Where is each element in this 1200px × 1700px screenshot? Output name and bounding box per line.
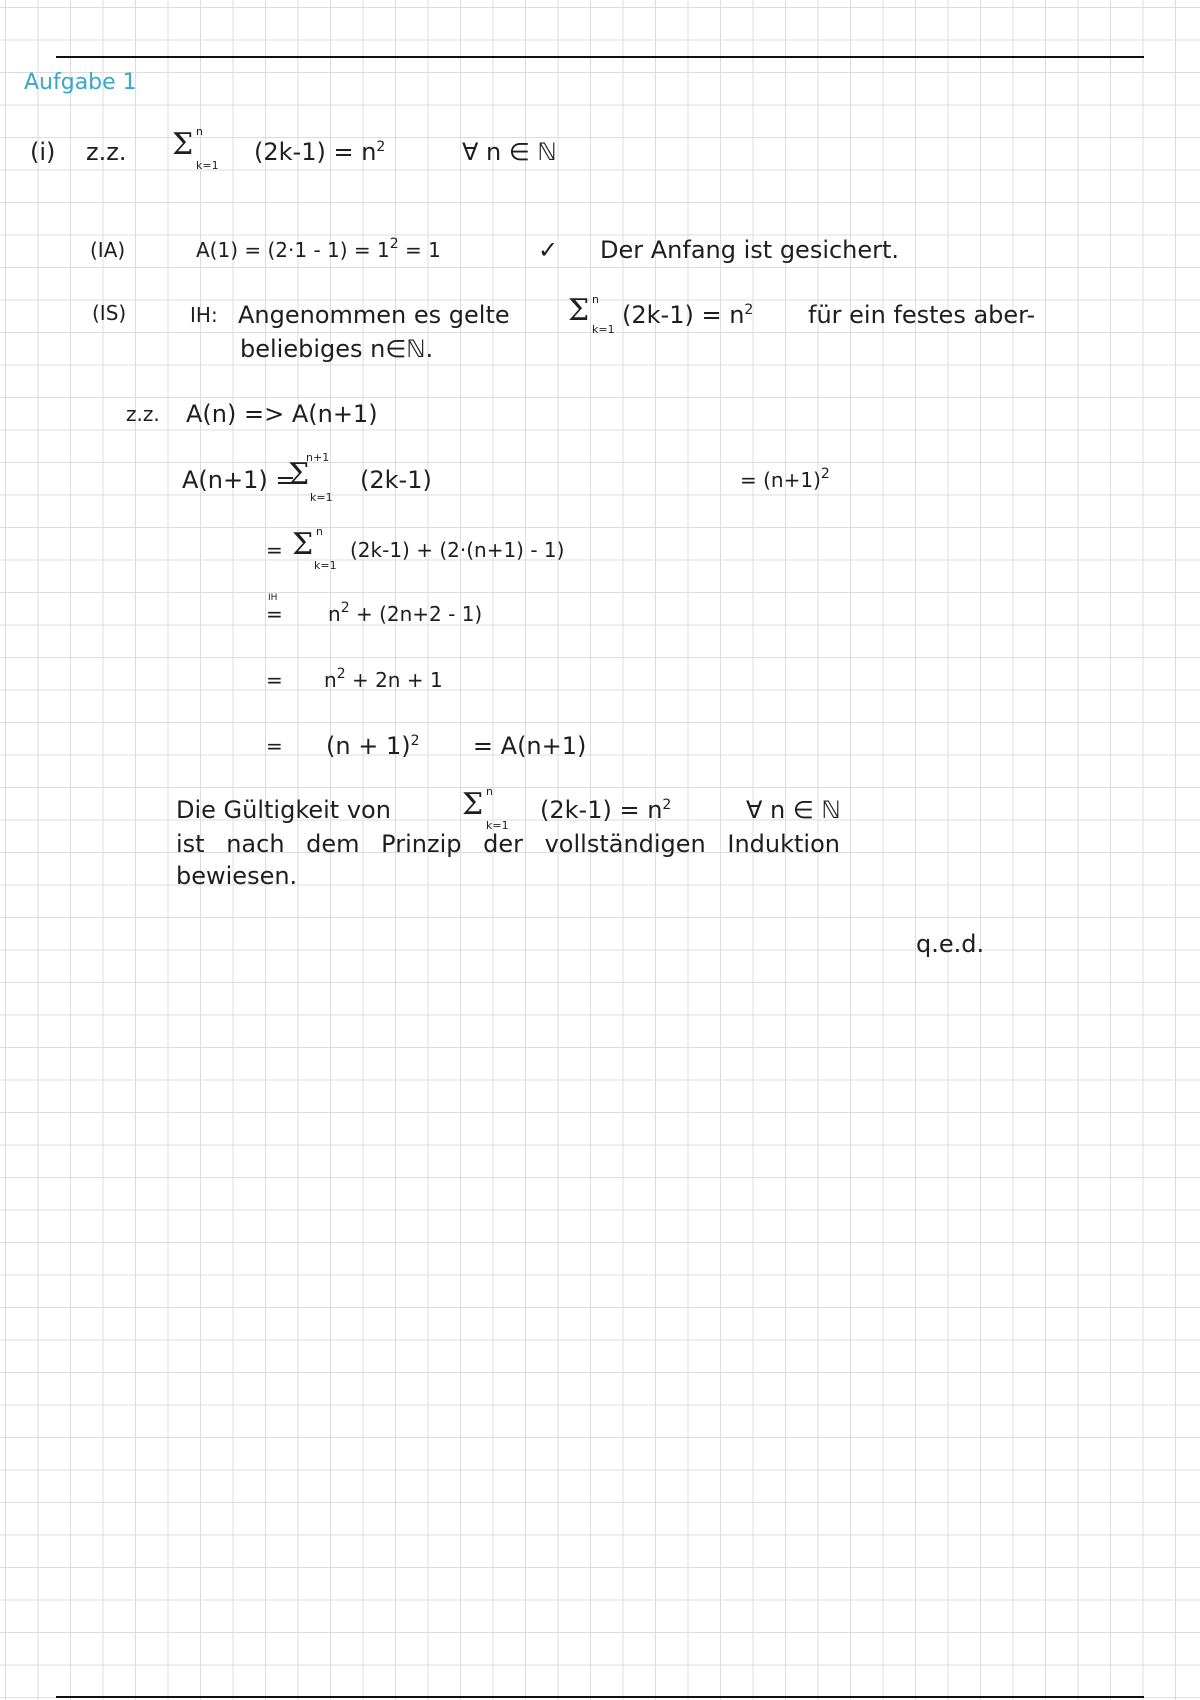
step-line2: (2k-1) + (2·(n+1) - 1) (350, 538, 565, 562)
is-label: (IS) (92, 301, 127, 325)
is-assumption-tail: für ein festes aber- (808, 301, 1036, 329)
is-sum-sign: Σ (568, 293, 590, 328)
conclusion-sum-sign: Σ (462, 787, 484, 822)
step-eq-ih: IH = (266, 593, 283, 626)
claim-sum-lower: k=1 (196, 159, 219, 172)
step-sum-upper-1: n+1 (306, 451, 330, 464)
is-sum-upper: n (592, 293, 599, 306)
step-lhs: A(n+1) = (182, 466, 296, 494)
conclusion-text-3: bewiesen. (176, 862, 298, 890)
step-implication: A(n) => A(n+1) (186, 400, 378, 428)
is-assumption-text: Angenommen es gelte (238, 301, 510, 329)
step-line5: $(n + 1)^2$ = A(n+1) (326, 732, 587, 760)
step-sum-sign-2: Σ (292, 527, 314, 562)
ia-label: (IA) (90, 238, 126, 262)
conclusion-forall: ∀ n ∈ ℕ (746, 796, 841, 824)
conclusion-formula: $(2k-1) = n^2$ (540, 796, 672, 824)
page-heading: Aufgabe 1 (24, 70, 137, 95)
claim-sum-upper: n (196, 125, 203, 138)
ia-check: ✓ (538, 236, 559, 264)
step-sum-sign-1: Σ (288, 457, 310, 492)
step-sum-lower-1: k=1 (310, 491, 333, 504)
bottom-rule (56, 1696, 1144, 1698)
step-eq-4: = (266, 668, 283, 692)
claim-forall: ∀ n ∈ ℕ (462, 138, 557, 166)
conclusion-sum-upper: n (486, 785, 493, 798)
conclusion-text-2: ist nach dem Prinzip der vollständigen Induktion (176, 830, 840, 858)
ia-note: Der Anfang ist gesichert. (600, 236, 900, 264)
is-sum-lower: k=1 (592, 323, 615, 336)
step-zz: z.z. (126, 402, 160, 426)
conclusion-sum-lower: k=1 (486, 819, 509, 832)
part-i-label: (i) (30, 138, 56, 166)
step-ih-marker: IH (268, 593, 278, 603)
claim-formula: $(2k-1) = n^2$ (254, 138, 386, 166)
qed: q.e.d. (916, 930, 985, 958)
step-line4: $n^2 + 2n + 1$ (324, 666, 443, 692)
step-eq-2: = (266, 538, 283, 562)
step-target: = $(n+1)^2$ (740, 466, 830, 492)
is-ih-label: IH: (190, 303, 218, 327)
part-i-zz: z.z. (86, 138, 127, 166)
step-sum-lower-2: k=1 (314, 559, 337, 572)
step-sum-upper-2: n (316, 525, 323, 538)
conclusion-text-1: Die Gültigkeit von (176, 796, 391, 824)
step-eq-5: = (266, 734, 283, 758)
is-assumption-line2: beliebiges n∈ℕ. (240, 335, 434, 363)
claim-sum-sign: Σ (172, 127, 194, 162)
step-term1: (2k-1) (360, 466, 432, 494)
ia-formula: $A(1) = (2\cdot 1 - 1) = 1^2 = 1$ (196, 236, 441, 262)
step-line3: $n^2 + (2n+2 - 1)$ (328, 600, 483, 626)
is-assumption-formula: $(2k-1) = n^2$ (622, 301, 754, 329)
top-rule (56, 56, 1144, 58)
